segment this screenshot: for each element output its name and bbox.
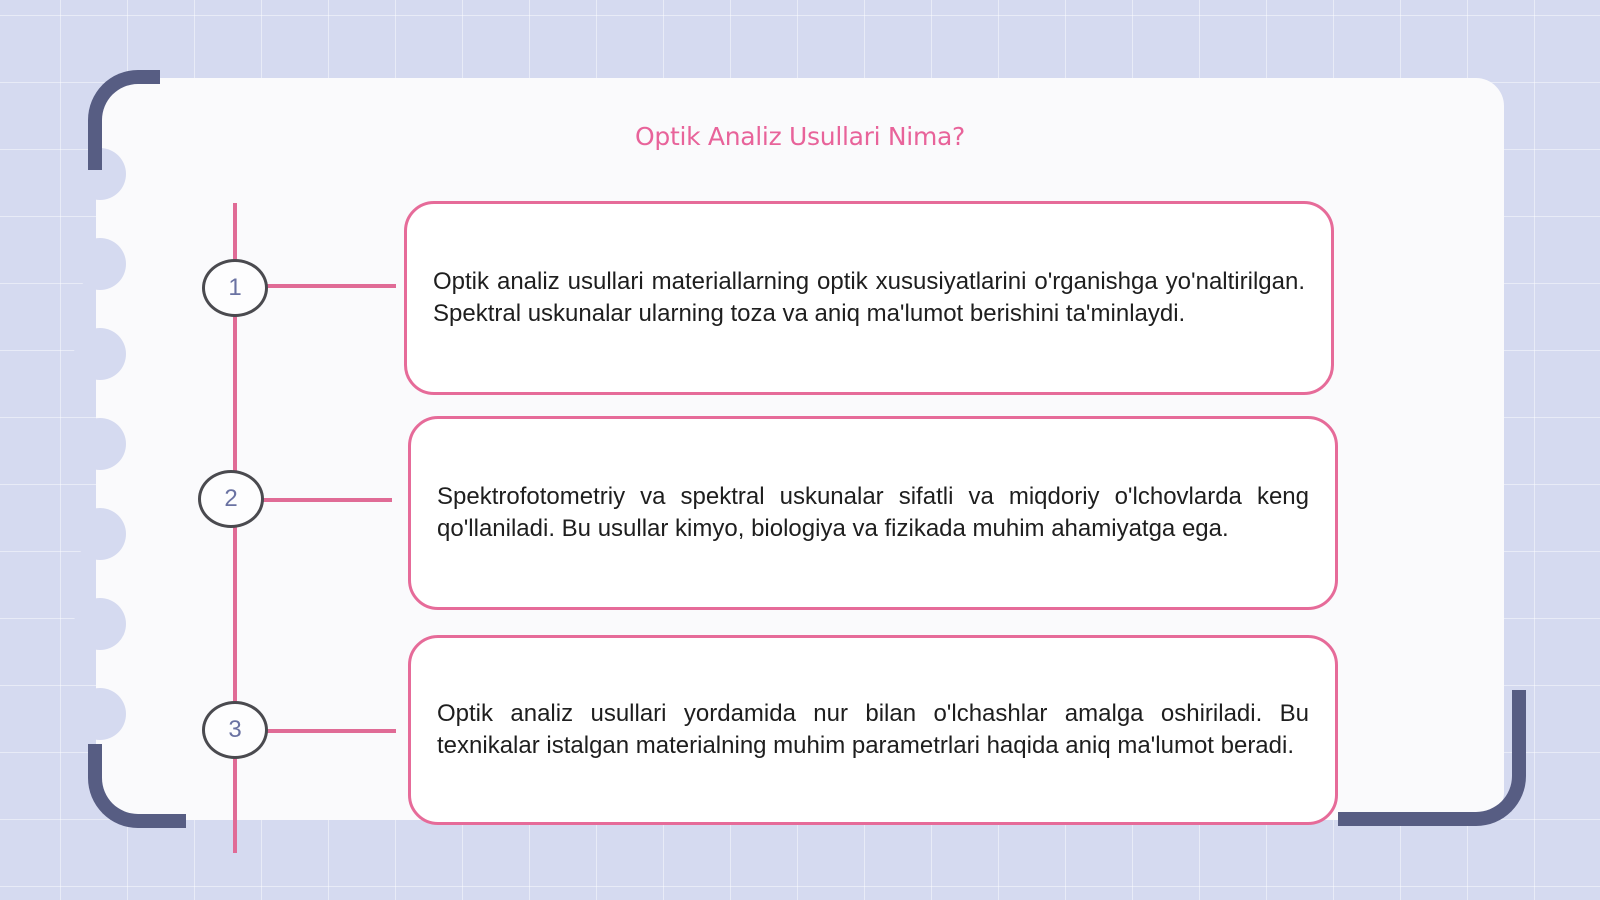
step-number-1: 1 [202,259,268,317]
paper-notch [74,598,126,650]
corner-bracket-bottom-right [1338,690,1526,826]
slide-title: Optik Analiz Usullari Nima? [635,122,965,151]
corner-bracket-bottom-left [88,744,186,828]
paper-notch [74,328,126,380]
paper-notch [74,508,126,560]
paper-notch [74,238,126,290]
info-card-text: Optik analiz usullari yordamida nur bilan o'lchashlar amalga oshiriladi. Bu texnikalar istalgan materialning muhim parametrlari haqida aniq ma'lumot beradi. [437,700,1309,759]
info-card-text: Spektrofotometriy va spektral uskunalar sifatli va miqdoriy o'lchovlarda keng qo'llaniladi. Bu usullar kimyo, biologiya va fizikada muhim ahamiyatga ega. [437,483,1309,542]
timeline-connector [262,498,392,502]
info-card-2 [408,416,1338,610]
info-card-3 [408,635,1338,825]
step-number-3: 3 [202,701,268,759]
paper-notch [74,688,126,740]
timeline-connector [266,284,396,288]
paper-notch [74,418,126,470]
info-card-1 [404,201,1334,395]
corner-bracket-top-left [88,70,160,170]
step-number-2: 2 [198,470,264,528]
info-card-text: Optik analiz usullari materiallarning optik xususiyatlarini o'rganishga yo'naltirilgan. Spektral uskunalar ularning toza va aniq ma'lumot berishini ta'minlaydi. [433,268,1305,327]
timeline-connector [266,729,396,733]
